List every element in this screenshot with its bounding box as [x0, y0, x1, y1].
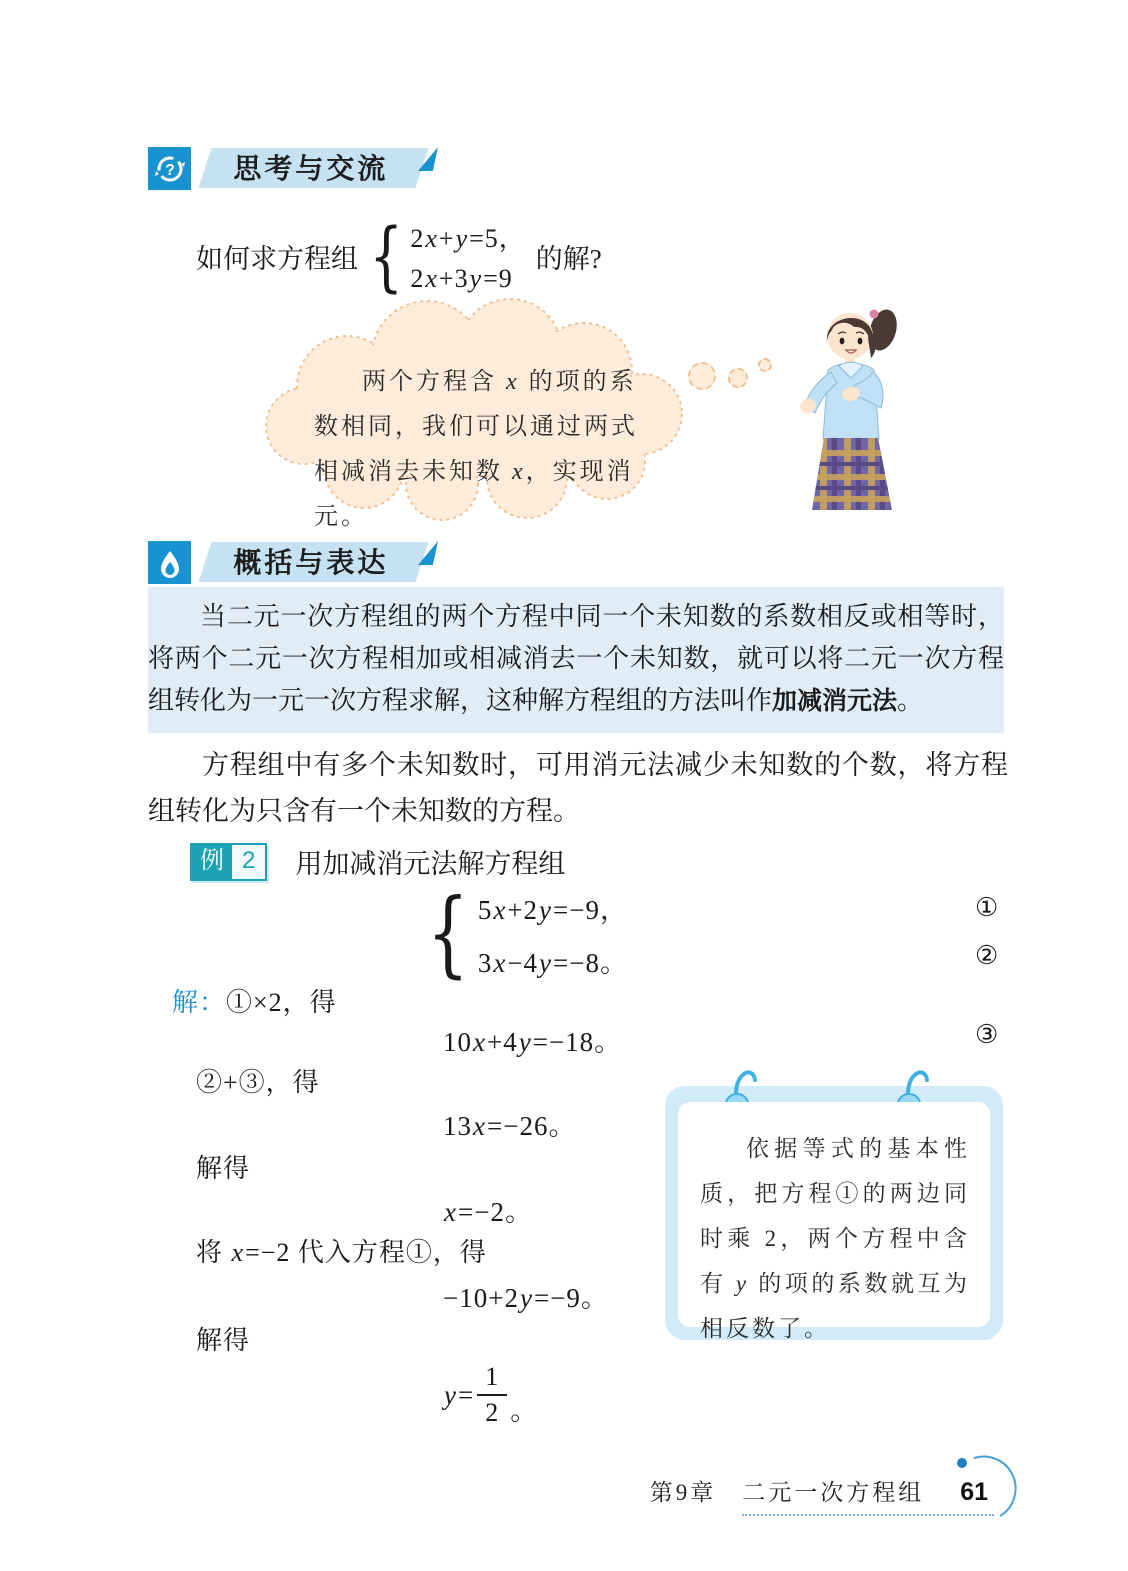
- equation-6: −10+2y=−9。: [443, 1283, 609, 1313]
- think-section-header: [148, 147, 422, 190]
- equation-5: x=−2。: [444, 1197, 533, 1227]
- equation-3: 10x+4y=−18。: [443, 1027, 623, 1057]
- fraction: [477, 1362, 507, 1428]
- summary-bold-term: 加减消元法: [772, 687, 898, 715]
- note-card-text: 依据等式的基本性质，把方程①的两边同时乘 2，两个方程中含有 y 的项的系数就互为相反数了。: [700, 1136, 971, 1341]
- solution-step-3: 解得: [196, 1154, 251, 1183]
- thought-trail-dot: [728, 368, 748, 388]
- question-suffix: 的解?: [535, 243, 602, 274]
- summary-section-title: 概括与表达: [233, 547, 389, 578]
- footer-chapter-title: 第9章 二元一次方程组: [649, 1480, 925, 1505]
- example-row: [190, 842, 565, 881]
- summary-box: [148, 587, 1004, 733]
- equation-label-2: ②: [975, 941, 999, 970]
- example-badge-label: 例: [192, 845, 232, 879]
- system-brace: {: [426, 878, 469, 988]
- question-prefix: 如何求方程组: [196, 243, 358, 274]
- note-card: [665, 1086, 1003, 1340]
- solution-step-1: 解：①×2，得: [172, 988, 337, 1017]
- question-row: [196, 210, 602, 302]
- flame-icon: [148, 541, 191, 584]
- fraction-denominator: 2: [485, 1398, 500, 1427]
- svg-text:?: ?: [164, 161, 175, 179]
- question-cycle-icon: [148, 147, 191, 190]
- question-eq2: 2x+3y=9: [410, 264, 513, 293]
- girl-illustration: [798, 298, 913, 513]
- example-badge: [190, 843, 267, 881]
- note-card-inner: [678, 1102, 990, 1341]
- summary-banner: [205, 542, 422, 582]
- question-system: [362, 210, 526, 300]
- body-paragraph: 方程组中有多个未知数时，可用消元法减少未知数的个数，将方程组转化为只含有一个未知数的方程。: [148, 750, 1008, 826]
- summary-text: 当二元一次方程组的两个方程中同一个未知数的系数相反或相等时，将两个二元一次方程相加或相减消去一个未知数，就可以将二元一次方程组转化为一元一次方程求解，这种解方程组的方法叫作加减消元法。: [148, 602, 1004, 715]
- example-eq1: 5x+2y=−9，: [477, 895, 628, 925]
- example-system: [418, 878, 628, 988]
- solution-step-5: 解得: [196, 1326, 251, 1355]
- fraction-period: 。: [510, 1396, 538, 1426]
- equation-label-3: ③: [975, 1020, 999, 1049]
- system-brace: {: [369, 210, 404, 300]
- fraction-numerator: 1: [477, 1362, 507, 1396]
- thought-trail-dot: [758, 358, 772, 372]
- example-intro: 用加减消元法解方程组: [295, 849, 566, 879]
- think-banner: [205, 148, 422, 188]
- question-eq1: 2x+y=5，: [410, 224, 526, 253]
- equation-4: 13x=−26。: [443, 1111, 577, 1141]
- fraction-result: [443, 1362, 537, 1428]
- summary-section-header: [148, 541, 422, 584]
- fraction-lhs: y=: [444, 1379, 475, 1410]
- solution-step-2: ②+③，得: [196, 1068, 320, 1097]
- think-section-title: 思考与交流: [233, 153, 389, 184]
- footer-page-number: 61: [960, 1478, 988, 1506]
- example-badge-number: 2: [232, 845, 265, 879]
- thought-bubble-text: 两个方程含 x 的项的系数相同，我们可以通过两式相减消去未知数 x，实现消元。: [314, 369, 638, 530]
- example-eq2: 3x−4y=−8。: [477, 948, 628, 978]
- solution-keyword: 解：: [172, 988, 227, 1017]
- footer-arc-decoration: [948, 1448, 1018, 1524]
- thought-trail-dot: [688, 362, 716, 390]
- page-footer: [540, 1474, 988, 1507]
- equation-label-1: ①: [975, 893, 999, 922]
- thought-bubble: [252, 296, 692, 530]
- solution-step-4: 将 x=−2 代入方程①，得: [196, 1238, 487, 1267]
